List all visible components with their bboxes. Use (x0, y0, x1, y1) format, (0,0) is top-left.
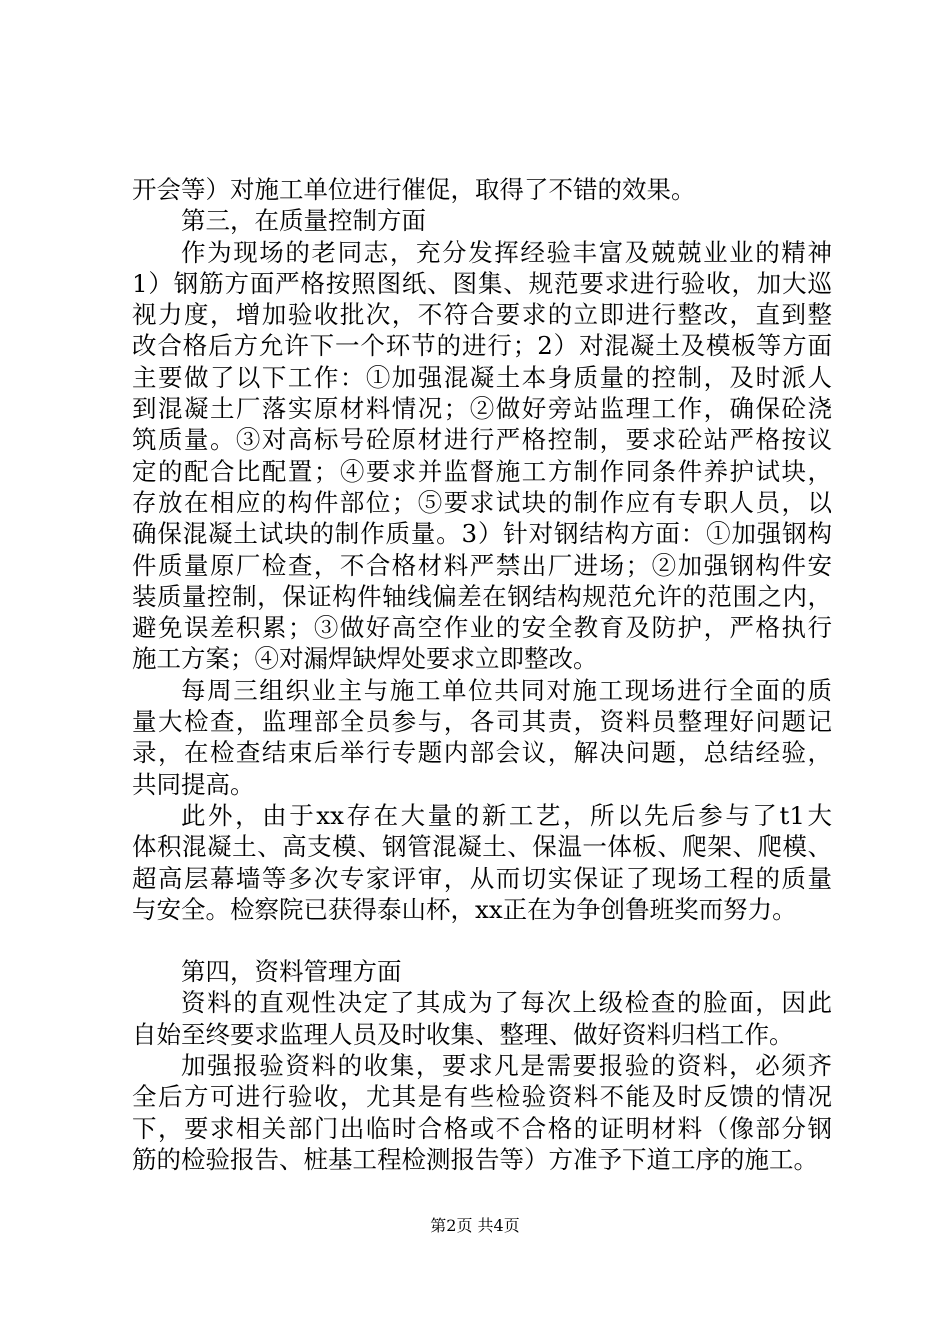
body-line: 作为现场的老同志，充分发挥经验丰富及兢兢业业的精神 (181, 237, 832, 267)
body-line: 自始至终要求监理人员及时收集、整理、做好资料归档工作。 (132, 1019, 794, 1049)
body-line: 量大检查，监理部全员参与，各司其责，资料员整理好问题记 (132, 707, 832, 737)
body-line: 体积混凝土、高支模、钢管混凝土、保温一体板、爬架、爬模、 (132, 832, 832, 862)
body-line: 装质量控制，保证构件轴线偏差在钢结构规范允许的范围之内， (132, 581, 832, 611)
body-line: 确保混凝土试块的制作质量。3）针对钢结构方面：①加强钢构 (132, 519, 832, 549)
body-line: 视力度，增加验收批次，不符合要求的立即进行整改，直到整 (132, 300, 832, 330)
body-line: 主要做了以下工作：①加强混凝土本身质量的控制，及时派人 (132, 362, 832, 392)
body-line: 与安全。检察院已获得泰山杯，xx正在为争创鲁班奖而努力。 (132, 894, 797, 924)
body-line: 筑质量。③对高标号砼原材进行严格控制，要求砼站严格按议 (132, 425, 832, 455)
body-line: 录，在检查结束后举行专题内部会议，解决问题，总结经验， (132, 738, 832, 768)
body-line: 开会等）对施工单位进行催促，取得了不错的效果。 (132, 175, 696, 204)
body-line: 共同提高。 (132, 769, 255, 799)
body-line: 到混凝土厂落实原材料情况；②做好旁站监理工作，确保砼浇 (132, 394, 832, 424)
body-line: 每周三组织业主与施工单位共同对施工现场进行全面的质 (181, 675, 832, 705)
page-number: 第2页 共4页 (430, 1216, 520, 1235)
body-line: 筋的检验报告、桩基工程检测报告等）方准予下道工序的施工。 (132, 1144, 818, 1174)
body-line: 施工方案；④对漏焊缺焊处要求立即整改。 (132, 644, 598, 674)
body-line: 存放在相应的构件部位；⑤要求试块的制作应有专职人员，以 (132, 487, 832, 517)
body-line: 改合格后方允许下一个环节的进行；2）对混凝土及模板等方面 (132, 331, 832, 361)
body-line: 加强报验资料的收集，要求凡是需要报验的资料，必须齐 (181, 1051, 832, 1081)
document-body (132, 174, 832, 1175)
page-footer (0, 1216, 950, 1236)
body-line: 避免误差积累；③做好高空作业的安全教育及防护，严格执行 (132, 613, 832, 643)
body-line: 下，要求相关部门出临时合格或不合格的证明材料（像部分钢 (132, 1113, 832, 1143)
body-line: 超高层幕墙等多次专家评审，从而切实保证了现场工程的质量 (132, 863, 832, 893)
body-line: 定的配合比配置；④要求并监督施工方制作同条件养护试块， (132, 456, 832, 486)
section-heading-documents: 第四，资料管理方面 (181, 957, 402, 987)
body-line: 资料的直观性决定了其成为了每次上级检查的脸面，因此 (181, 988, 832, 1018)
body-line: 此外，由于xx存在大量的新工艺，所以先后参与了t1大 (181, 800, 832, 830)
body-line: 全后方可进行验收，尤其是有些检验资料不能及时反馈的情况 (132, 1082, 832, 1112)
section-heading-quality: 第三，在质量控制方面 (181, 206, 426, 236)
body-line: 1）钢筋方面严格按照图纸、图集、规范要求进行验收，加大巡 (132, 268, 832, 298)
body-line: 件质量原厂检查，不合格材料严禁出厂进场；②加强钢构件安 (132, 550, 832, 580)
paragraph-gap (132, 925, 832, 956)
